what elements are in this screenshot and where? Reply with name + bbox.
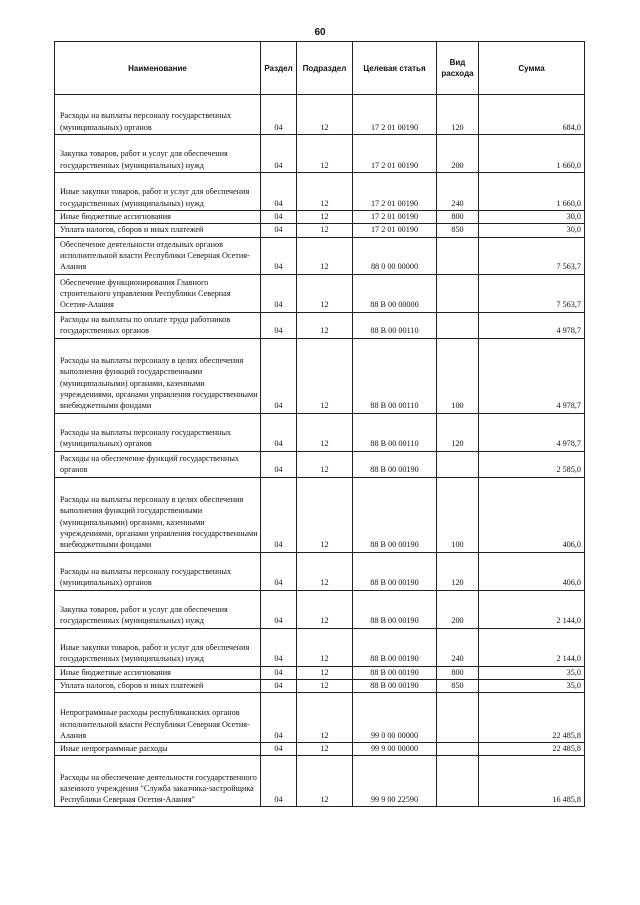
cell-amount: 30,0 <box>479 211 585 224</box>
cell-name: Обеспечение деятельности отдельных органов исполнительной власти Республики Северная Осетия-Алания <box>55 237 261 274</box>
cell-name: Иные закупки товаров, работ и услуг для обеспечения государственных (муниципальных) нужд <box>55 173 261 211</box>
cell-subsection: 12 <box>297 451 353 477</box>
cell-section: 04 <box>261 666 297 679</box>
cell-name: Закупка товаров, работ и услуг для обеспечения государственных (муниципальных) нужд <box>55 135 261 173</box>
cell-section: 04 <box>261 224 297 237</box>
table-row <box>55 679 585 692</box>
table-row <box>55 451 585 477</box>
cell-expense-type <box>437 451 479 477</box>
cell-subsection: 12 <box>297 95 353 135</box>
cell-name: Расходы на выплаты персоналу государственных (муниципальных) органов <box>55 413 261 451</box>
cell-target: 17 2 01 00190 <box>353 224 437 237</box>
header-target: Целевая статья <box>353 42 437 95</box>
cell-expense-type <box>437 274 479 312</box>
cell-amount: 406,0 <box>479 552 585 590</box>
cell-name: Расходы на выплаты по оплате труда работников государственных органов <box>55 312 261 338</box>
cell-section: 04 <box>261 135 297 173</box>
cell-expense-type <box>437 693 479 743</box>
cell-subsection: 12 <box>297 693 353 743</box>
cell-amount: 22 485,8 <box>479 693 585 743</box>
cell-target: 88 В 00 00190 <box>353 628 437 666</box>
cell-amount: 2 585,0 <box>479 451 585 477</box>
cell-name: Расходы на выплаты персоналу в целях обеспечения выполнения функций государственными (муниципальными) органами, казенными учреждениями, органами управления государственными внебюджетными фондами <box>55 477 261 552</box>
cell-subsection: 12 <box>297 211 353 224</box>
cell-target: 88 В 00 00110 <box>353 312 437 338</box>
page-number: 60 <box>314 27 326 38</box>
cell-target: 99 9 00 00000 <box>353 743 437 756</box>
cell-target: 17 2 01 00190 <box>353 211 437 224</box>
cell-amount: 2 144,0 <box>479 628 585 666</box>
table-row <box>55 590 585 628</box>
cell-target: 88 В 00 00190 <box>353 477 437 552</box>
cell-section: 04 <box>261 173 297 211</box>
table-header-row <box>55 42 585 95</box>
cell-target: 17 2 01 00190 <box>353 173 437 211</box>
table-row <box>55 224 585 237</box>
table-row <box>55 135 585 173</box>
cell-section: 04 <box>261 312 297 338</box>
table-row <box>55 338 585 413</box>
cell-subsection: 12 <box>297 173 353 211</box>
cell-subsection: 12 <box>297 338 353 413</box>
cell-name: Уплата налогов, сборов и иных платежей <box>55 679 261 692</box>
cell-subsection: 12 <box>297 666 353 679</box>
cell-target: 99 9 00 22590 <box>353 756 437 807</box>
cell-section: 04 <box>261 95 297 135</box>
header-amount: Сумма <box>479 42 585 95</box>
cell-subsection: 12 <box>297 135 353 173</box>
cell-target: 88 В 00 00190 <box>353 590 437 628</box>
cell-name: Расходы на выплаты персоналу в целях обеспечения выполнения функций государственными (муниципальными) органами, казенными учреждениями, органами управления государственными внебюджетными фондами <box>55 338 261 413</box>
table-row <box>55 274 585 312</box>
cell-section: 04 <box>261 413 297 451</box>
cell-subsection: 12 <box>297 628 353 666</box>
cell-expense-type <box>437 312 479 338</box>
cell-name: Иные бюджетные ассигнования <box>55 211 261 224</box>
table-body <box>55 95 585 807</box>
cell-amount: 35,0 <box>479 666 585 679</box>
cell-name: Расходы на обеспечение функций государственных органов <box>55 451 261 477</box>
cell-amount: 4 978,7 <box>479 338 585 413</box>
cell-expense-type: 100 <box>437 477 479 552</box>
cell-expense-type <box>437 237 479 274</box>
cell-expense-type: 850 <box>437 224 479 237</box>
cell-amount: 1 660,0 <box>479 173 585 211</box>
header-name: Наименование <box>55 42 261 95</box>
cell-expense-type: 200 <box>437 135 479 173</box>
cell-section: 04 <box>261 477 297 552</box>
table-row <box>55 237 585 274</box>
cell-section: 04 <box>261 590 297 628</box>
cell-name: Иные непрограммные расходы <box>55 743 261 756</box>
table-row <box>55 743 585 756</box>
cell-expense-type <box>437 756 479 807</box>
cell-name: Обеспечение функционирования Главного строительного управления Республики Северная Осетия-Алания <box>55 274 261 312</box>
cell-name: Иные бюджетные ассигнования <box>55 666 261 679</box>
cell-subsection: 12 <box>297 237 353 274</box>
cell-subsection: 12 <box>297 413 353 451</box>
table-row <box>55 552 585 590</box>
cell-name: Расходы на выплаты персоналу государственных (муниципальных) органов <box>55 552 261 590</box>
cell-target: 88 В 00 00110 <box>353 338 437 413</box>
cell-subsection: 12 <box>297 224 353 237</box>
cell-section: 04 <box>261 211 297 224</box>
cell-expense-type: 120 <box>437 413 479 451</box>
cell-target: 88 В 00 00110 <box>353 413 437 451</box>
cell-subsection: 12 <box>297 756 353 807</box>
table-row <box>55 477 585 552</box>
cell-subsection: 12 <box>297 743 353 756</box>
table-row <box>55 413 585 451</box>
cell-amount: 406,0 <box>479 477 585 552</box>
cell-amount: 16 485,8 <box>479 756 585 807</box>
cell-amount: 684,0 <box>479 95 585 135</box>
table-row <box>55 693 585 743</box>
cell-section: 04 <box>261 693 297 743</box>
cell-target: 17 2 01 00190 <box>353 95 437 135</box>
cell-subsection: 12 <box>297 312 353 338</box>
cell-amount: 7 563,7 <box>479 274 585 312</box>
table-row <box>55 666 585 679</box>
cell-section: 04 <box>261 237 297 274</box>
cell-expense-type: 120 <box>437 95 479 135</box>
cell-subsection: 12 <box>297 679 353 692</box>
cell-name: Расходы на обеспечение деятельности государственного казенного учреждения "Служба заказчика-застройщика Республики Северная Осетия-Алания" <box>55 756 261 807</box>
cell-target: 88 0 00 00000 <box>353 237 437 274</box>
cell-expense-type: 200 <box>437 590 479 628</box>
budget-table <box>54 41 585 807</box>
cell-expense-type: 100 <box>437 338 479 413</box>
cell-section: 04 <box>261 552 297 590</box>
cell-expense-type: 850 <box>437 679 479 692</box>
cell-name: Уплата налогов, сборов и иных платежей <box>55 224 261 237</box>
cell-name: Расходы на выплаты персоналу государственных (муниципальных) органов <box>55 95 261 135</box>
header-subsection: Подраздел <box>297 42 353 95</box>
cell-expense-type: 800 <box>437 666 479 679</box>
header-expense-type: Вид расхода <box>437 42 479 95</box>
cell-target: 88 В 00 00000 <box>353 274 437 312</box>
cell-target: 88 В 00 00190 <box>353 679 437 692</box>
cell-section: 04 <box>261 743 297 756</box>
cell-expense-type: 240 <box>437 628 479 666</box>
table-row <box>55 312 585 338</box>
cell-section: 04 <box>261 628 297 666</box>
cell-amount: 7 563,7 <box>479 237 585 274</box>
table-row <box>55 628 585 666</box>
cell-amount: 4 978,7 <box>479 312 585 338</box>
table-row <box>55 95 585 135</box>
header-section: Раздел <box>261 42 297 95</box>
cell-amount: 35,0 <box>479 679 585 692</box>
cell-name: Непрограммные расходы республиканских органов исполнительной власти Республики Северная Осетия-Алания <box>55 693 261 743</box>
cell-section: 04 <box>261 756 297 807</box>
cell-target: 88 В 00 00190 <box>353 552 437 590</box>
cell-target: 88 В 00 00190 <box>353 451 437 477</box>
cell-amount: 22 485,8 <box>479 743 585 756</box>
cell-subsection: 12 <box>297 274 353 312</box>
cell-expense-type <box>437 743 479 756</box>
cell-section: 04 <box>261 451 297 477</box>
cell-expense-type: 240 <box>437 173 479 211</box>
cell-subsection: 12 <box>297 477 353 552</box>
cell-target: 88 В 00 00190 <box>353 666 437 679</box>
cell-expense-type: 120 <box>437 552 479 590</box>
cell-subsection: 12 <box>297 552 353 590</box>
cell-name: Закупка товаров, работ и услуг для обеспечения государственных (муниципальных) нужд <box>55 590 261 628</box>
cell-section: 04 <box>261 338 297 413</box>
cell-expense-type: 800 <box>437 211 479 224</box>
cell-amount: 30,0 <box>479 224 585 237</box>
table-row <box>55 756 585 807</box>
cell-section: 04 <box>261 274 297 312</box>
cell-name: Иные закупки товаров, работ и услуг для обеспечения государственных (муниципальных) нужд <box>55 628 261 666</box>
table-row <box>55 211 585 224</box>
cell-amount: 1 660,0 <box>479 135 585 173</box>
table-row <box>55 173 585 211</box>
cell-subsection: 12 <box>297 590 353 628</box>
cell-target: 17 2 01 00190 <box>353 135 437 173</box>
cell-target: 99 0 00 00000 <box>353 693 437 743</box>
cell-amount: 2 144,0 <box>479 590 585 628</box>
cell-amount: 4 978,7 <box>479 413 585 451</box>
cell-section: 04 <box>261 679 297 692</box>
